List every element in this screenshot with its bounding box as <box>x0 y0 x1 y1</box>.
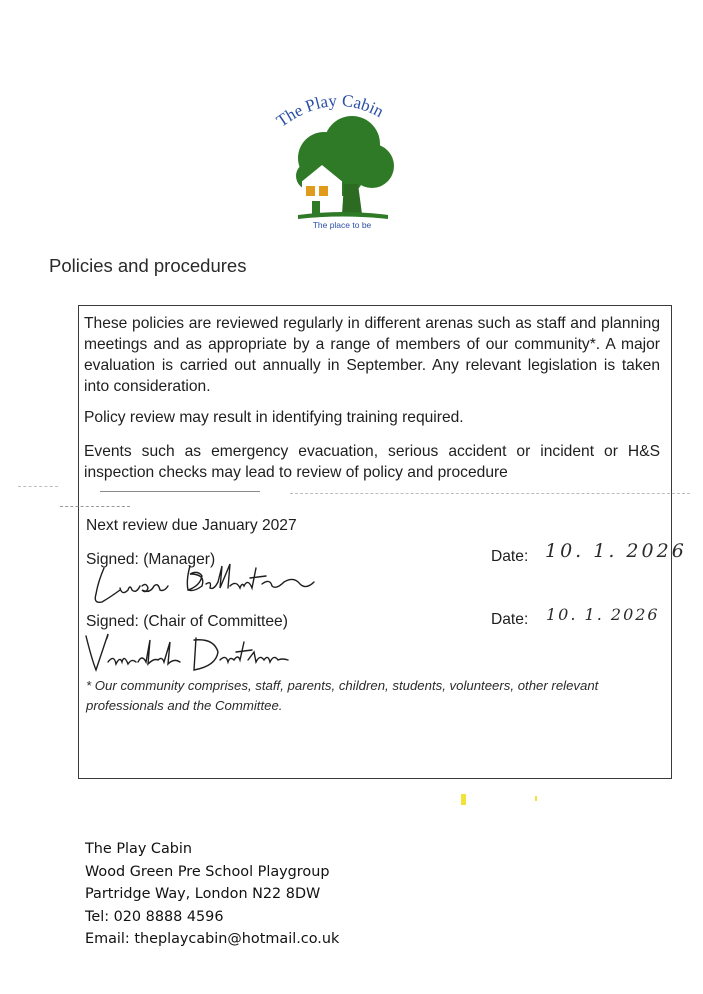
contact-footer <box>85 838 339 951</box>
footer-email: Email: theplaycabin@hotmail.co.uk <box>85 931 340 947</box>
training-paragraph: Policy review may result in identifying training required. <box>84 409 464 426</box>
signed-chair-label: Signed: (Chair of Committee) <box>86 613 288 630</box>
manager-signature <box>90 560 320 610</box>
play-cabin-logo <box>272 88 412 233</box>
footer-address: Partridge Way, London N22 8DW <box>85 886 321 902</box>
footer-tel: Tel: 020 8888 4596 <box>85 908 224 925</box>
footer-name: The Play Cabin <box>85 841 193 857</box>
date-label-chair: Date: <box>491 611 529 628</box>
date-value-chair: 10. 1. 2026 <box>546 605 660 624</box>
logo-title-text: The Play Cabin <box>272 90 387 131</box>
review-paragraph: These policies are reviewed regularly in different arenas such as staff and planning meetings and as appropriate by a range of members of our community*. A major evaluation is carried out annually in September. Any relevant legislation is taken into consideration. <box>84 315 660 395</box>
page-title: Policies and procedures <box>49 255 247 276</box>
chair-signature <box>84 630 294 682</box>
date-value-manager: 10. 1. 2026 <box>545 540 687 562</box>
signed-manager-label: Signed: (Manager) <box>86 551 216 568</box>
community-footnote: * Our community comprises, staff, parents, children, students, volunteers, other relevant professionals and the Committee. <box>86 678 599 713</box>
next-review-text: Next review due January 2027 <box>86 517 297 534</box>
events-paragraph: Events such as emergency evacuation, serious accident or incident or H&S inspection checks may lead to review of policy and procedure <box>84 443 660 481</box>
date-label-manager: Date: <box>491 548 529 565</box>
footer-org: Wood Green Pre School Playgroup <box>85 863 330 880</box>
logo-tagline: The place to be <box>312 220 372 230</box>
